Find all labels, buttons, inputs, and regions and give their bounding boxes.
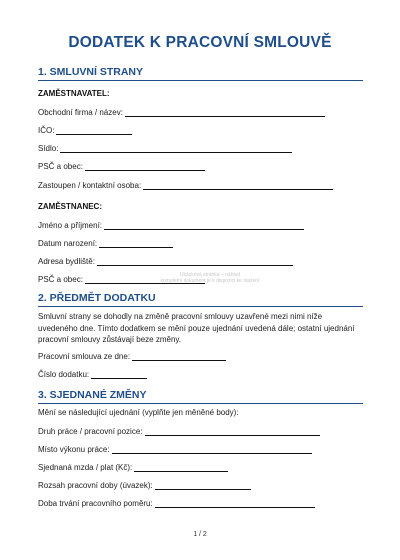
field-address[interactable] bbox=[38, 256, 293, 268]
employee-heading: ZAMĚSTNANEC: bbox=[38, 202, 102, 211]
field-label: Sídlo: bbox=[38, 144, 59, 153]
field-amendment-number[interactable] bbox=[38, 369, 147, 381]
fill-line[interactable] bbox=[132, 351, 226, 361]
fill-line[interactable] bbox=[155, 498, 315, 508]
field-label: IČO: bbox=[38, 126, 55, 135]
fill-line[interactable] bbox=[143, 180, 333, 190]
field-employer-postcode[interactable] bbox=[38, 161, 205, 173]
field-label: Obchodní firma / název: bbox=[38, 108, 123, 117]
employer-heading: ZAMĚSTNAVATEL: bbox=[38, 89, 110, 98]
field-label: PSČ a obec: bbox=[38, 275, 83, 284]
fill-line[interactable] bbox=[60, 143, 292, 153]
field-label: Pracovní smlouva ze dne: bbox=[38, 352, 131, 361]
field-salary[interactable] bbox=[38, 462, 228, 474]
fill-line[interactable] bbox=[56, 125, 132, 135]
page-number: 1 / 2 bbox=[193, 531, 207, 538]
field-employment-duration[interactable] bbox=[38, 498, 315, 510]
fill-line[interactable] bbox=[85, 161, 205, 171]
field-working-hours[interactable] bbox=[38, 480, 251, 492]
field-contract-date[interactable] bbox=[38, 351, 226, 363]
fill-line[interactable] bbox=[91, 369, 147, 379]
fill-line[interactable] bbox=[99, 238, 173, 248]
field-full-name[interactable] bbox=[38, 220, 304, 232]
section-1-heading: 1. SMLUVNÍ STRANY bbox=[38, 66, 144, 78]
field-birth-date[interactable] bbox=[38, 238, 173, 250]
field-work-place[interactable] bbox=[38, 444, 312, 456]
fill-line[interactable] bbox=[125, 107, 325, 117]
intro-text: Mění se následující ujednání (vyplňte jen měněné body): bbox=[38, 408, 239, 417]
field-label: Místo výkonu práce: bbox=[38, 445, 110, 454]
fill-line[interactable] bbox=[155, 480, 251, 490]
fill-line[interactable] bbox=[97, 256, 293, 266]
fill-line[interactable] bbox=[145, 426, 320, 436]
section-2-divider bbox=[38, 306, 363, 307]
watermark-line: Ukázková stránka – náhled bbox=[179, 272, 241, 278]
field-contact-person[interactable] bbox=[38, 180, 333, 192]
section-2-paragraph: Smluvní strany se dohodly na změně pracovní smlouvy uzavřené mezi nimi níže uvedeného dne. Tímto dodatkem se mění pouze ujednání uvedená dále; ostatní ujednání pracovní smlouvy zůstávají beze změny. bbox=[38, 312, 355, 344]
field-seat[interactable] bbox=[38, 143, 292, 155]
section-2-heading: 2. PŘEDMĚT DODATKU bbox=[38, 292, 156, 304]
field-label: Doba trvání pracovního poměru: bbox=[38, 499, 153, 508]
section-3-divider bbox=[38, 403, 363, 404]
field-label: Adresa bydliště: bbox=[38, 257, 95, 266]
field-label: Číslo dodatku: bbox=[38, 370, 90, 379]
field-label: Zastoupen / kontaktní osoba: bbox=[38, 181, 142, 190]
field-label: Datum narození: bbox=[38, 239, 98, 248]
field-label: Druh práce / pracovní pozice: bbox=[38, 427, 143, 436]
field-company-name[interactable] bbox=[38, 107, 325, 119]
fill-line[interactable] bbox=[104, 220, 304, 230]
field-job-position[interactable] bbox=[38, 426, 320, 438]
field-label: Sjednaná mzda / plat (Kč): bbox=[38, 463, 133, 472]
fill-line[interactable] bbox=[112, 444, 312, 454]
preview-watermark bbox=[140, 272, 280, 284]
fill-line[interactable] bbox=[134, 462, 228, 472]
section-1-divider bbox=[38, 80, 363, 81]
field-label: Jméno a příjmení: bbox=[38, 221, 103, 230]
watermark-line: kompletní dokument je k dispozici ke stažení bbox=[160, 278, 260, 284]
field-label: PSČ a obec: bbox=[38, 162, 83, 171]
section-3-heading: 3. SJEDNANÉ ZMĚNY bbox=[38, 389, 147, 401]
section-3-intro bbox=[38, 407, 239, 419]
field-ico[interactable] bbox=[38, 125, 132, 137]
document-title: DODATEK K PRACOVNÍ SMLOUVĚ bbox=[68, 34, 332, 51]
field-label: Rozsah pracovní doby (úvazek): bbox=[38, 481, 153, 490]
